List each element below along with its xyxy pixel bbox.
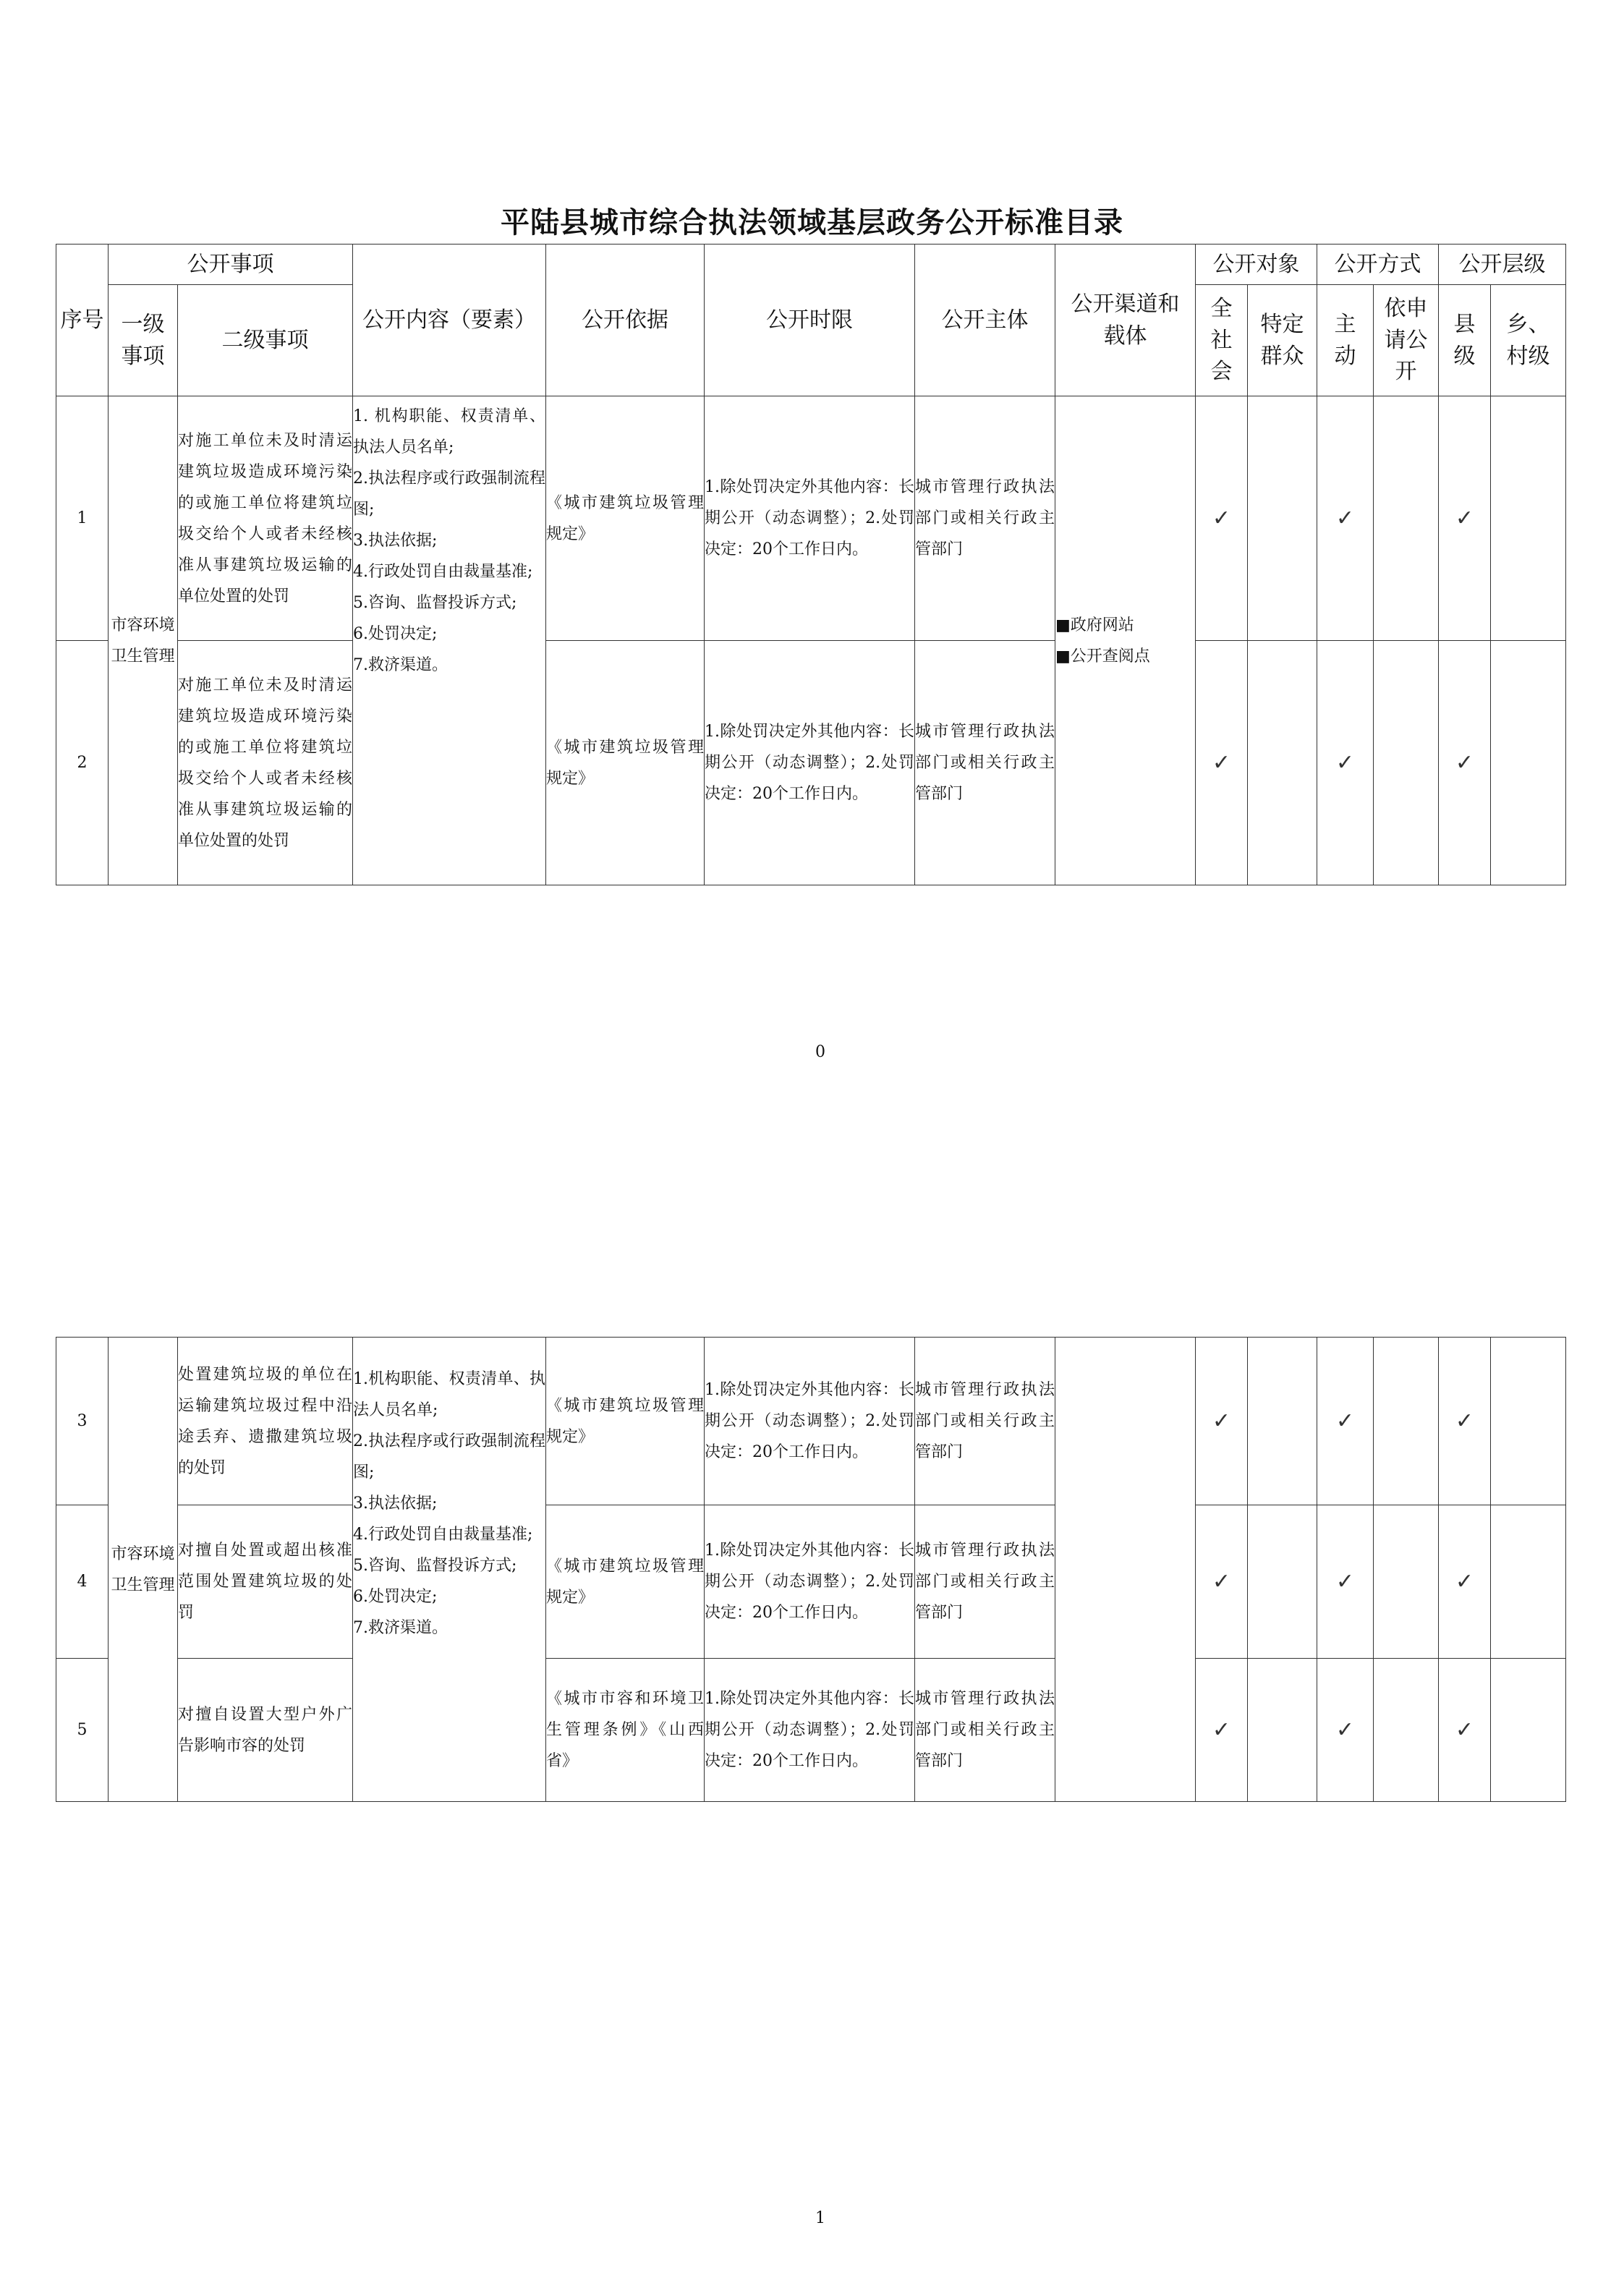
row-level2: 处置建筑垃圾的单位在运输建筑垃圾过程中沿途丢弃、遗撒建筑垃圾的处罚	[178, 1338, 353, 1505]
level1-text: 市容环境卫生管理	[111, 616, 175, 666]
row-subject: 城市管理行政执法部门或相关行政主管部门	[915, 1505, 1055, 1659]
page-number: 1	[815, 2209, 825, 2227]
check-specific	[1248, 396, 1317, 641]
check-specific	[1248, 641, 1317, 885]
header-channel: 公开渠道和载体	[1055, 245, 1196, 396]
row-time: 1.除处罚决定外其他内容：长期公开（动态调整）；2.处罚决定：20个工作日内。	[705, 1338, 915, 1505]
row-seq: 2	[56, 641, 109, 885]
check-active: ✓	[1317, 1338, 1374, 1505]
row-level2: 对擅自处置或超出核准范围处置建筑垃圾的处罚	[178, 1505, 353, 1659]
check-township	[1491, 1659, 1566, 1802]
check-county: ✓	[1439, 1338, 1491, 1505]
row-basis: 《城市建筑垃圾管理规定》	[546, 396, 705, 641]
row-subject: 城市管理行政执法部门或相关行政主管部门	[915, 396, 1055, 641]
channel-government-website: ■政府网站	[1055, 616, 1134, 634]
check-active: ✓	[1317, 1505, 1374, 1659]
catalog-table-page-1	[56, 244, 1566, 885]
row-time: 1.除处罚决定外其他内容：长期公开（动态调整）；2.处罚决定：20个工作日内。	[705, 1659, 915, 1802]
row-level1	[109, 1338, 178, 1802]
channel-public-reading-point: ■公开查阅点	[1055, 647, 1150, 666]
row-seq: 3	[56, 1338, 109, 1505]
header-by-request: 依申请公开	[1374, 285, 1439, 396]
row-level2: 对施工单位未及时清运建筑垃圾造成环境污染的或施工单位将建筑垃圾交给个人或者未经核准从事建筑垃圾运输的单位处置的处罚	[178, 396, 353, 641]
check-township	[1491, 641, 1566, 885]
check-active: ✓	[1317, 396, 1374, 641]
row-basis: 《城市建筑垃圾管理规定》	[546, 1505, 705, 1659]
row-seq: 4	[56, 1505, 109, 1659]
check-township	[1491, 1338, 1566, 1505]
table-row	[56, 1659, 1566, 1802]
header-target: 公开对象	[1196, 245, 1317, 285]
check-by-request	[1374, 396, 1439, 641]
header-all-society: 全社会	[1196, 285, 1248, 396]
row-time: 1.除处罚决定外其他内容：长期公开（动态调整）；2.处罚决定：20个工作日内。	[705, 396, 915, 641]
row-content: 1. 机构职能、权责清单、执法人员名单; 2.执法程序或行政强制流程图; 3.执法依据; 4.行政处罚自由裁量基准; 5.咨询、监督投诉方式; 6.处罚决定; 7.救济渠道。	[353, 396, 546, 885]
check-active: ✓	[1317, 1659, 1374, 1802]
check-township	[1491, 396, 1566, 641]
header-county: 县级	[1439, 285, 1491, 396]
page-number: 0	[815, 1043, 825, 1061]
check-county: ✓	[1439, 641, 1491, 885]
level1-text: 市容环境卫生管理	[111, 1544, 175, 1594]
header-basis: 公开依据	[546, 245, 705, 396]
header-level: 公开层级	[1439, 245, 1566, 285]
row-level2: 对擅自设置大型户外广告影响市容的处罚	[178, 1659, 353, 1802]
header-level1: 一级事项	[109, 285, 178, 396]
row-subject: 城市管理行政执法部门或相关行政主管部门	[915, 1338, 1055, 1505]
check-all-society: ✓	[1196, 641, 1248, 885]
header-level2: 二级事项	[178, 285, 353, 396]
check-specific	[1248, 1338, 1317, 1505]
check-county: ✓	[1439, 396, 1491, 641]
check-specific	[1248, 1505, 1317, 1659]
header-specific: 特定群众	[1248, 285, 1317, 396]
check-all-society: ✓	[1196, 1659, 1248, 1802]
header-time: 公开时限	[705, 245, 915, 396]
check-county: ✓	[1439, 1505, 1491, 1659]
table-row	[56, 1505, 1566, 1659]
check-by-request	[1374, 1338, 1439, 1505]
table-row	[56, 641, 1566, 885]
check-specific	[1248, 1659, 1317, 1802]
row-basis: 《城市建筑垃圾管理规定》	[546, 641, 705, 885]
header-content: 公开内容（要素）	[353, 245, 546, 396]
row-time: 1.除处罚决定外其他内容：长期公开（动态调整）；2.处罚决定：20个工作日内。	[705, 1505, 915, 1659]
page-title: 平陆县城市综合执法领域基层政务公开标准目录	[501, 206, 1123, 239]
header-township: 乡、村级	[1491, 285, 1566, 396]
header-matter: 公开事项	[109, 245, 353, 285]
row-basis: 《城市建筑垃圾管理规定》	[546, 1338, 705, 1505]
check-all-society: ✓	[1196, 1505, 1248, 1659]
row-time: 1.除处罚决定外其他内容：长期公开（动态调整）；2.处罚决定：20个工作日内。	[705, 641, 915, 885]
row-basis: 《城市市容和环境卫生管理条例》《山西省》	[546, 1659, 705, 1802]
row-level2: 对施工单位未及时清运建筑垃圾造成环境污染的或施工单位将建筑垃圾交给个人或者未经核准从事建筑垃圾运输的单位处置的处罚	[178, 641, 353, 885]
check-by-request	[1374, 1659, 1439, 1802]
check-by-request	[1374, 641, 1439, 885]
check-active: ✓	[1317, 641, 1374, 885]
row-channel-empty	[1055, 1338, 1196, 1802]
header-subject: 公开主体	[915, 245, 1055, 396]
row-subject: 城市管理行政执法部门或相关行政主管部门	[915, 641, 1055, 885]
header-active: 主动	[1317, 285, 1374, 396]
check-all-society: ✓	[1196, 1338, 1248, 1505]
row-channel	[1055, 396, 1196, 885]
row-level1	[109, 396, 178, 885]
header-method: 公开方式	[1317, 245, 1439, 285]
table-row	[56, 396, 1566, 641]
check-township	[1491, 1505, 1566, 1659]
catalog-table-page-2	[56, 1337, 1566, 1802]
check-all-society: ✓	[1196, 396, 1248, 641]
row-seq: 1	[56, 396, 109, 641]
table-row	[56, 1338, 1566, 1505]
row-subject: 城市管理行政执法部门或相关行政主管部门	[915, 1659, 1055, 1802]
check-by-request	[1374, 1505, 1439, 1659]
row-seq: 5	[56, 1659, 109, 1802]
check-county: ✓	[1439, 1659, 1491, 1802]
header-seq: 序号	[56, 245, 109, 396]
row-content: 1.机构职能、权责清单、执法人员名单; 2.执法程序或行政强制流程图; 3.执法依据; 4.行政处罚自由裁量基准; 5.咨询、监督投诉方式; 6.处罚决定; 7.救济渠道。	[353, 1338, 546, 1802]
